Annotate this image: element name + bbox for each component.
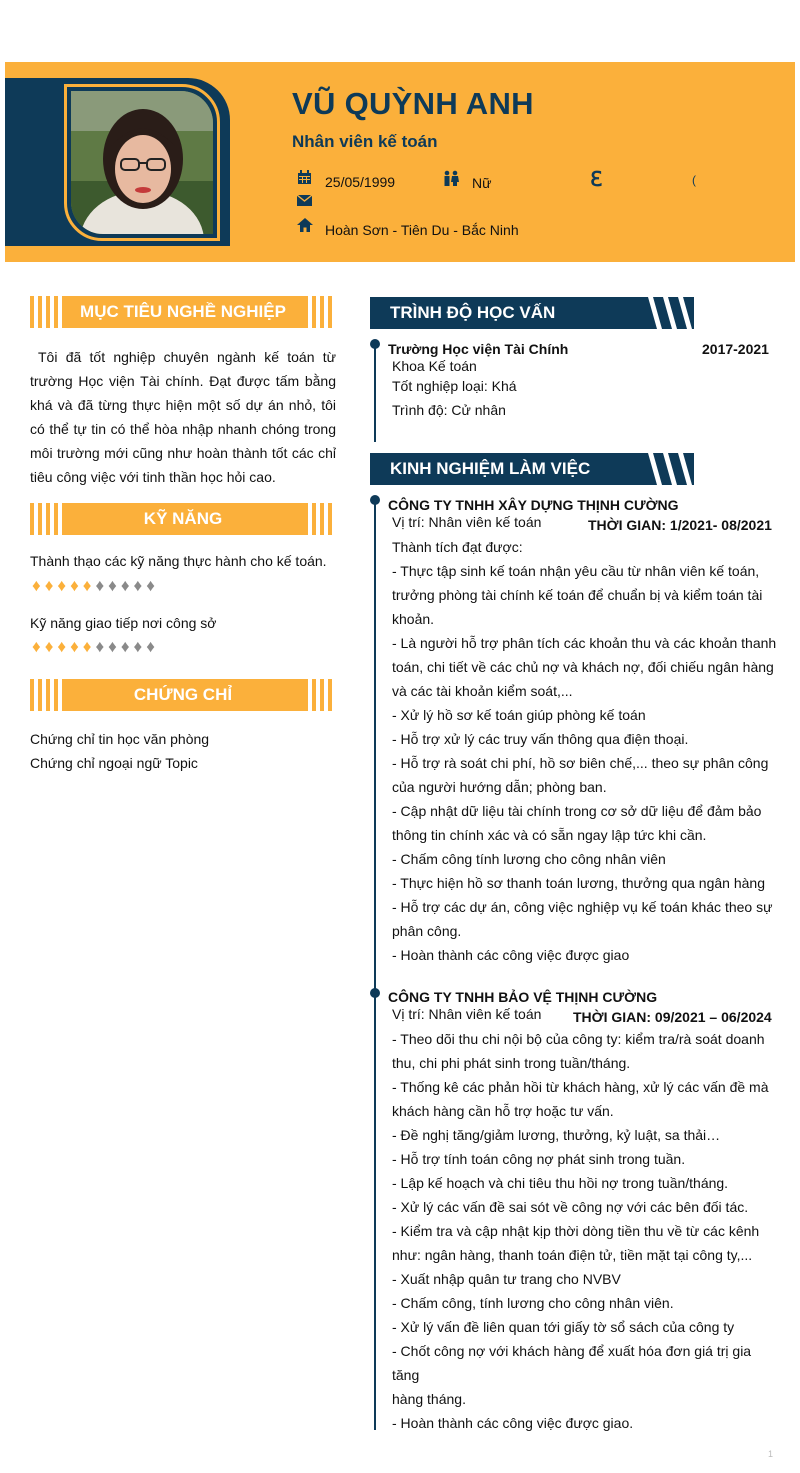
job-company: CÔNG TY TNHH XÂY DỰNG THỊNH CƯỜNG <box>388 497 679 513</box>
candidate-name: VŨ QUỲNH ANH <box>292 86 534 121</box>
rating-diamond-filled: ♦ <box>70 576 83 595</box>
experience-title: KINH NGHIỆM LÀM VIỆC <box>390 459 591 478</box>
email-icon <box>297 194 312 209</box>
job-detail-line: - Hỗ trợ các dự án, công việc nghiệp vụ kế toán khác theo sự <box>392 899 773 915</box>
skill-rating <box>32 637 159 657</box>
skill-name: Thành thạo các kỹ năng thực hành cho kế toán. <box>30 553 327 569</box>
rating-diamond-empty: ♦ <box>95 576 109 595</box>
skills-title: KỸ NĂNG <box>143 509 223 528</box>
timeline-line <box>374 345 376 442</box>
job-company: CÔNG TY TNHH BẢO VỆ THỊNH CƯỜNG <box>388 989 658 1005</box>
heading-slash-decoration <box>648 453 700 485</box>
job-position: Vị trí: Nhân viên kế toán <box>392 1006 542 1022</box>
job-detail-line: - Theo dõi thu chi nội bộ của công ty: kiểm tra/rà soát doanh <box>392 1031 765 1047</box>
heading-slash-decoration <box>648 297 700 329</box>
job-detail-line: như: ngân hàng, thanh toán điện tử, tiền mặt tại công ty,... <box>392 1247 753 1263</box>
rating-diamond-empty: ♦ <box>146 576 159 595</box>
education-years: 2017-2021 <box>702 341 769 357</box>
job-detail-line: Thành tích đạt được: <box>392 539 523 555</box>
job-detail-line: - Xử lý hồ sơ kế toán giúp phòng kế toán <box>392 707 646 723</box>
job-time: THỜI GIAN: 09/2021 – 06/2024 <box>573 1009 772 1025</box>
job-detail-line: - Lập kế hoạch và chi tiêu thu hồi nợ trong tuần/tháng. <box>392 1175 729 1191</box>
cert-item: Chứng chỉ tin học văn phòng <box>30 731 210 747</box>
rating-diamond-filled: ♦ <box>44 637 58 656</box>
job-detail-line: của người hướng dẫn; phòng ban. <box>392 779 607 795</box>
gender-text: Nữ <box>472 175 492 191</box>
timeline-dot <box>370 988 380 998</box>
rating-diamond-empty: ♦ <box>120 576 134 595</box>
job-detail-line: - Là người hỗ trợ phân tích các khoản thu và các khoản thanh <box>392 635 777 651</box>
home-icon <box>297 218 313 235</box>
objective-text: Tôi đã tốt nghiệp chuyên ngành kế toán từ trường Học viện Tài chính. Đạt được tấm bằng khá và đã từng thực hiện một số dự án nhỏ, tôi có thể tự tin có thể hòa nhập nhanh chóng trong môi trường mới cũng như hoàn thành tốt các chỉ tiêu công việc với tinh thần học hỏi cao. <box>30 349 336 485</box>
rating-diamond-filled: ♦ <box>44 576 58 595</box>
birthday-text: 25/05/1999 <box>325 174 396 190</box>
rating-diamond-filled: ♦ <box>57 637 71 656</box>
job-detail-line: và các tài khoản kiểm soát,... <box>392 683 573 699</box>
page-number: 1 <box>768 1449 774 1459</box>
school-name: Trường Học viện Tài Chính <box>388 341 569 357</box>
job-detail-line: hàng tháng. <box>392 1391 466 1407</box>
rating-diamond-empty: ♦ <box>95 637 109 656</box>
rating-diamond-filled: ♦ <box>70 637 83 656</box>
rating-diamond-filled: ♦ <box>32 637 45 656</box>
rating-diamond-filled: ♦ <box>32 576 45 595</box>
calendar-icon <box>297 170 312 188</box>
rating-diamond-empty: ♦ <box>133 576 147 595</box>
certs-title: CHỨNG CHỈ <box>133 685 233 704</box>
rating-diamond-empty: ♦ <box>133 637 147 656</box>
skill-rating <box>32 576 159 596</box>
avatar-photo <box>71 91 213 234</box>
objective-heading <box>30 296 336 328</box>
job-detail-line: - Xử lý các vấn đề sai sót về công nợ với các bên đối tác. <box>392 1199 749 1215</box>
job-detail-line: - Xuất nhập quân tư trang cho NVBV <box>392 1271 621 1287</box>
timeline-line <box>374 500 376 1430</box>
education-heading <box>370 297 700 329</box>
certs-heading <box>30 679 336 711</box>
phone-icon: ℇ <box>590 169 603 191</box>
objective-title: MỤC TIÊU NGHỀ NGHIỆP <box>80 302 286 321</box>
skill-name: Kỹ năng giao tiếp nơi công sở <box>30 615 217 631</box>
job-detail-line: toán, chi tiết về các chủ nợ và khách nợ, đối chiếu ngân hàng <box>392 659 774 675</box>
rating-diamond-filled: ♦ <box>57 576 71 595</box>
rating-diamond-empty: ♦ <box>108 576 121 595</box>
job-detail-line: - Thực hiện hồ sơ thanh toán lương, thưởng qua ngân hàng <box>392 875 765 891</box>
job-detail-line: - Hỗ trợ tính toán công nợ phát sinh trong tuần. <box>392 1151 686 1167</box>
rating-diamond-filled: ♦ <box>82 576 96 595</box>
education-faculty: Khoa Kế toán <box>392 358 477 374</box>
rating-diamond-filled: ♦ <box>82 637 96 656</box>
job-detail-line: - Hỗ trợ xử lý các truy vấn thông qua điện thoại. <box>392 731 689 747</box>
job-position: Vị trí: Nhân viên kế toán <box>392 514 542 530</box>
job-time: THỜI GIAN: 1/2021- 08/2021 <box>588 517 772 533</box>
cert-item: Chứng chỉ ngoại ngữ Topic <box>30 755 198 771</box>
job-detail-line: - Hoàn thành các công việc được giao. <box>392 1415 634 1431</box>
avatar <box>71 91 213 234</box>
avatar-frame <box>64 84 220 241</box>
job-detail-line: thu, chi phi phát sinh trong tuần/tháng. <box>392 1055 631 1071</box>
job-detail-line: - Chấm công, tính lương cho công nhân viên. <box>392 1295 674 1311</box>
address-text: Hoàn Sơn - Tiên Du - Bắc Ninh <box>325 222 519 238</box>
education-degree: Trình độ: Cử nhân <box>392 402 506 418</box>
timeline-dot <box>370 339 380 349</box>
job-detail-line: - Thống kê các phản hồi từ khách hàng, xử lý các vấn đề mà <box>392 1079 769 1095</box>
job-details <box>392 535 782 967</box>
job-detail-line: thông tin chính xác và có sẵn ngay lập tức khi cần. <box>392 827 707 843</box>
timeline-dot <box>370 495 380 505</box>
candidate-role: Nhân viên kế toán <box>292 132 438 151</box>
job-detail-line: khoản. <box>392 611 435 627</box>
job-detail-line: phân công. <box>392 923 462 939</box>
job-detail-line: - Cập nhật dữ liệu tài chính trong cơ sở dữ liệu để đảm bảo <box>392 803 762 819</box>
job-details <box>392 1027 782 1435</box>
job-detail-line: - Kiểm tra và cập nhật kịp thời dòng tiền thu về từ các kênh <box>392 1223 760 1239</box>
job-detail-line: - Hoàn thành các công việc được giao <box>392 947 630 963</box>
rating-diamond-empty: ♦ <box>108 637 121 656</box>
gender-icon <box>443 170 459 189</box>
rating-diamond-empty: ♦ <box>120 637 134 656</box>
rating-diamond-empty: ♦ <box>146 637 159 656</box>
skills-heading <box>30 503 336 535</box>
job-detail-line: trưởng phòng tài chính kế toán để chuẩn bị và kiểm toán tài <box>392 587 763 603</box>
experience-heading <box>370 453 700 485</box>
job-detail-line: khách hàng cần hỗ trợ hoặc tư vấn. <box>392 1103 614 1119</box>
job-detail-line: - Đề nghị tăng/giảm lương, thưởng, kỷ luật, sa thải… <box>392 1127 721 1143</box>
trailing-mark: ( <box>692 173 696 187</box>
job-detail-line: - Xử lý vấn đề liên quan tới giấy tờ sổ sách của công ty <box>392 1319 735 1335</box>
job-detail-line: - Chấm công tính lương cho công nhân viên <box>392 851 666 867</box>
job-detail-line: - Chốt công nợ với khách hàng để xuất hóa đơn giá trị gia tăng <box>392 1343 752 1383</box>
job-detail-line: - Thực tập sinh kế toán nhận yêu cầu từ nhân viên kế toán, <box>392 563 760 579</box>
education-grade: Tốt nghiệp loại: Khá <box>392 378 517 394</box>
education-title: TRÌNH ĐỘ HỌC VẤN <box>390 303 556 322</box>
job-detail-line: - Hỗ trợ rà soát chi phí, hồ sơ biên chế,... theo sự phân công <box>392 755 769 771</box>
